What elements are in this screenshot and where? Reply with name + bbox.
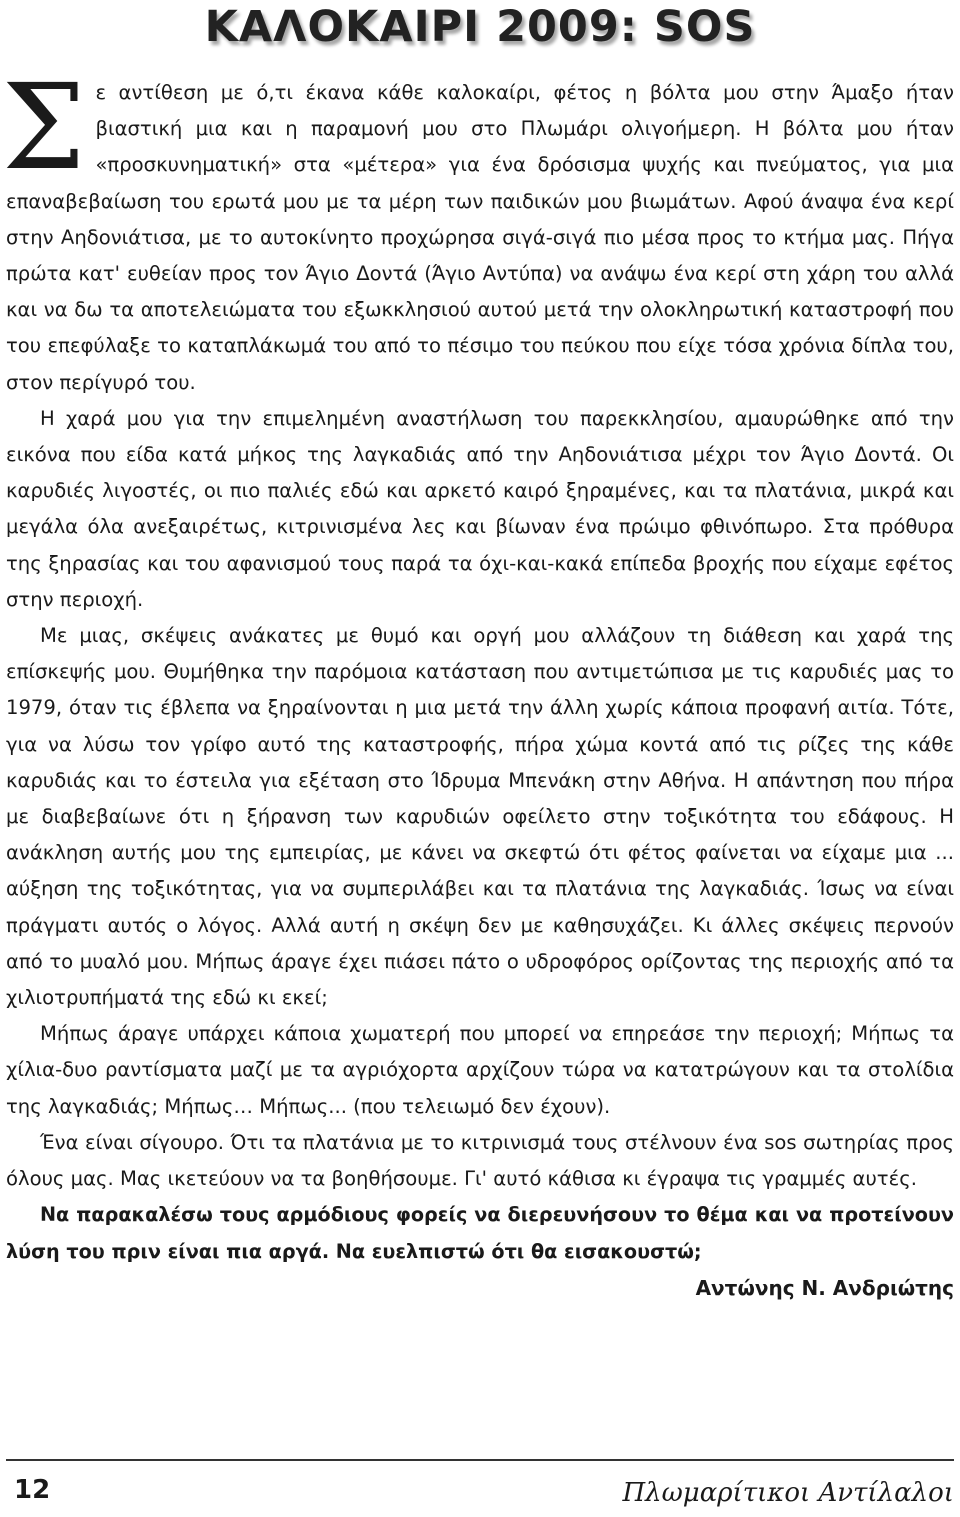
article-paragraph: Η χαρά μου για την επιμελημένη αναστήλωση του παρεκκλησίου, αμαυρώθηκε από την εικόνα που είδα κατά μήκος της λαγκαδιάς από την Αηδονιάτισα μέχρι τον Άγιο Δοντά. Οι καρυδιές λιγοστές, οι πιο παλιές εδώ και αρκετό καιρό ξηραμένες, και τα πλατάνια, μικρά και μεγάλα όλα ανεξαιρέτως, κιτρινισμένα λες και βίωναν ένα πρώιμο φθινόπωρο. Στα πρόθυρα της ξηρασίας και του αφανισμού τους παρά τα όχι-και-κακά επίπεδα βροχής που είχαμε εφέτος στην περιοχή. — [6, 406, 954, 611]
footer-divider — [6, 1459, 954, 1461]
page-number: 12 — [14, 1475, 51, 1505]
article-body — [2, 58, 954, 1306]
article-paragraph: Ένα είναι σίγουρο. Ότι τα πλατάνια με το κιτρινισμά τους στέλνουν ένα sos σωτηρίας προς όλους μας. Μας ικετεύουν να τα βοηθήσουμε. Γι' αυτό κάθισα κι έγραψα τις γραμμές αυτές. — [6, 1130, 954, 1191]
article-title: ΚΑΛΟΚΑΙΡΙ 2009: SOS — [204, 2, 756, 52]
article-paragraph: Με μιας, σκέψεις ανάκατες με θυμό και οργή μου αλλάζουν τη διάθεση και χαρά της επίσκεψής μου. Θυμήθηκα την παρόμοια κατάσταση που αντιμετώπισα με τις καρυδιές μας το 1979, όταν τις έβλεπα να ξηραίνονται η μια μετά την άλλη χωρίς κάποια προφανή αιτία. Τότε, για να λύσω τον γρίφο αυτό της καταστροφής, πήρα χώμα κοντά από τις ρίζες της κάθε καρυδιάς και το έστειλα για εξέταση στο Ίδρυμα Μπενάκη στην Αθήνα. Η απάντηση που πήρα με διαβεβαίωνε ότι η ξήρανση των καρυδιών οφείλετο στην τοξικότητα του εδάφους. Η ανάκληση αυτής μου της εμπειρίας, με κάνει να σκεφτώ ότι φέτος φαίνεται να είχαμε μια ... αύξηση της τοξικότητας, για να συμπεριλάβει και τα πλατάνια της λαγκαδιάς. Ίσως να είναι πράγματι αυτός ο λόγος. Αλλά αυτή η σκέψη δεν με καθησυχάζει. Κι άλλες σκέψεις περνούν από το μυαλό μου. Μήπως άραγε έχει πιάσει πάτο ο υδροφόρος ορίζοντας της περιοχής από τα χιλιοτρυπήματά της εδώ κι εκεί; — [6, 624, 954, 1010]
paragraph-text: ε αντίθεση με ό,τι έκανα κάθε καλοκαίρι, φέτος η βόλτα μου στην Άμαξο ήταν βιαστική μια και η παραμονή μου στο Πλωμάρι ολιγοήμερη. Η βόλτα μου ήταν «προσκυνηματική» στα «μέτερα» για ένα δρόσισμα ψυχής και πνεύματος, για μια επαναβεβαίωση του ερωτά μου με τα μέρη των παιδικών μου βιωμάτων. Αφού άναψα ένα κερί στην Αηδονιάτισα, με το αυτοκίνητο προχώρησα σιγά-σιγά πιο μέσα προς το κτήμα μας. Πήγα πρώτα κατ' ευθείαν προς τον Άγιο Δοντά (Άγιο Αντύπα) να ανάψω ένα κερί στη χάρη του αλλά και να δω τα αποτελειώματα του εξωκκλησιού αυτού μετά την ολοκληρωτική καταστροφή που του επεφύλαξε το καταπλάκωμά του από το πέσιμο του πεύκου που είχε τόσα χρόνια δίπλα του, στον περίγυρό του. — [6, 81, 954, 394]
article-paragraph: Μήπως άραγε υπάρχει κάποια χωματερή που μπορεί να επηρεάσε την περιοχή; Μήπως τα χίλια-δυο ραντίσματα μαζί με τα αγριόχορτα αρχίζουν τώρα να κατατρώγουν και τα στολίδια της λαγκαδιάς; Μήπως… Μήπως... (που τελειωμό δεν έχουν). — [6, 1022, 954, 1118]
publication-name: Πλωμαρίτικοι Αντίλαλοι — [622, 1478, 954, 1508]
article-paragraph — [2, 58, 954, 401]
closing-appeal: Να παρακαλέσω τους αρμόδιους φορείς να διερευνήσουν το θέμα και να προτείνουν λύση του πριν είναι πια αργά. Να ευελπιστώ ότι θα εισακουστώ; — [6, 1203, 954, 1263]
author-signature: Αντώνης Ν. Ανδριώτης — [695, 1275, 954, 1300]
drop-cap: Σ — [2, 58, 86, 196]
